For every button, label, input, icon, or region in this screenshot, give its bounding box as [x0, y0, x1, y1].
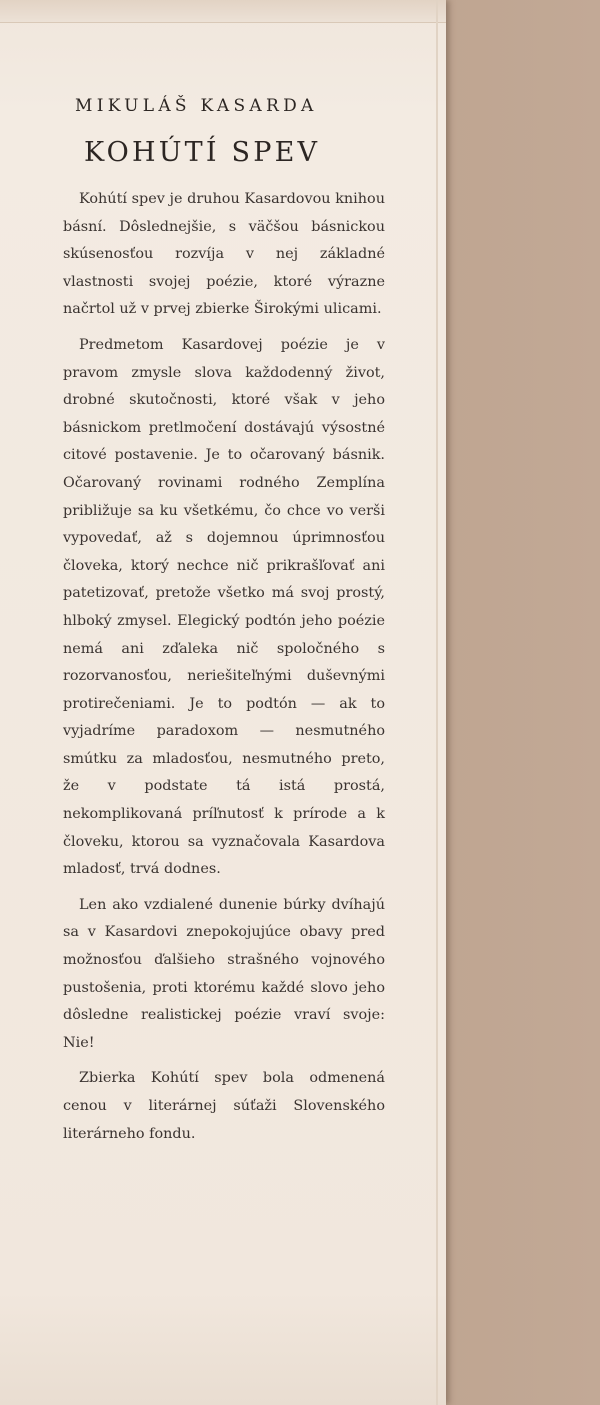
blurb-paragraph-2: Predmetom Kasardovej poézie je v pravom zmysle slova každodenný život, drobné skutočnosti, ktoré však v jeho básnickom pretlmočení dostávajú výsostné citové postavenie. Je to očarovaný básnik. Očarovaný rovinami rodného Zemplína približuje sa ku všetkému, čo chce vo verši vypovedať, až s dojemnou úprimnosťou človeka, ktorý nechce nič prikrašľovať ani patetizovať, pretože všetko má svoj prostý, hlboký zmysel. Elegický podtón jeho poézie nemá ani zďaleka nič spoločného s rozorvanosťou, neriešiteľnými duševnými protirečeniami. Je to podtón — ak to vyjadríme paradoxom — nesmutného smútku za mladosťou, nesmutného preto, že v podstate tá istá prostá, nekomplikovaná príľnutosť k prírode a k človeku, ktorou sa vyznačovala Kasardova mladosť, trvá dodnes. [63, 336, 385, 878]
blurb-paragraph-1: Kohútí spev je druhou Kasardovou knihou básní. Dôslednejšie, s väčšou básnickou skúsenosťou rozvíja v nej základné vlastnosti svojej poézie, ktoré výrazne načrtol už v prvej zbierke Širokými ulicami. [63, 191, 385, 318]
flap-top-edge [0, 0, 446, 23]
author-name: MIKULÁŠ KASARDA [75, 96, 318, 116]
blurb-paragraph-4: Zbierka Kohútí spev bola odmenená cenou v literárnej súťaži Slovenského literárneho fondu. [63, 1070, 385, 1142]
flap-fold-line [436, 0, 438, 1405]
blurb-paragraph-3: Len ako vzdialené dunenie búrky dvíhajú sa v Kasardovi znepokojujúce obavy pred možnosťou ďalšieho strašného vojnového pustošenia, proti ktorému každé slovo jeho dôsledne realistickej poézie vraví svoje: Nie! [63, 896, 385, 1051]
blurb-text [63, 186, 385, 1156]
book-title: KOHÚTÍ SPEV [84, 137, 321, 168]
